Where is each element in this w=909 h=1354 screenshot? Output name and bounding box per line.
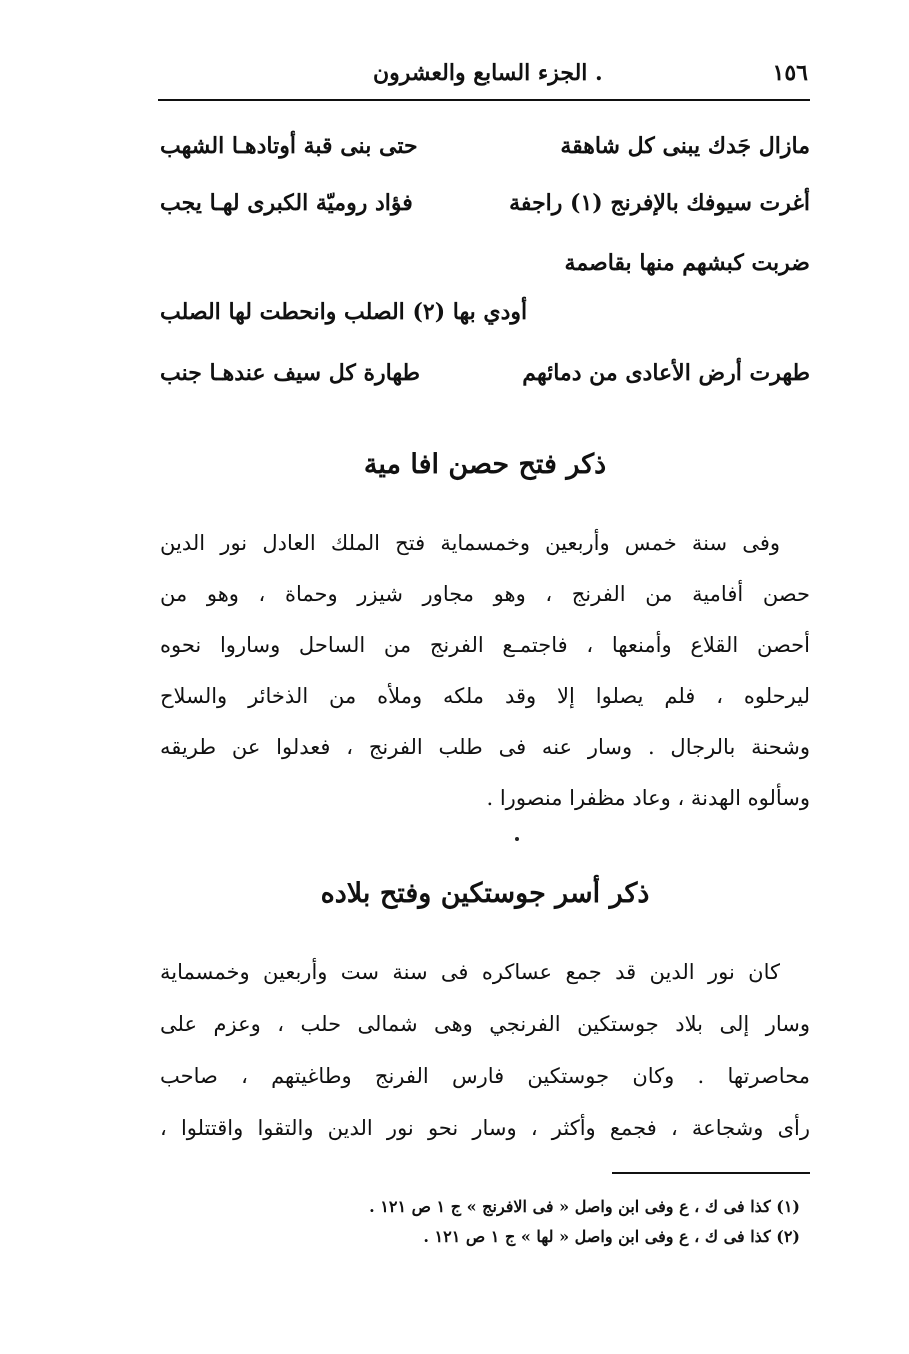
- poem-verse: [160, 360, 810, 400]
- poem-verse: [160, 250, 810, 290]
- poem-verse: [160, 133, 810, 173]
- text-line: حصن أفامية من الفرنج ، وهو مجاور شيزر وحماة ، وهو من: [160, 582, 810, 606]
- footnote-rule: [612, 1172, 810, 1174]
- section-paragraph: [160, 946, 810, 1154]
- verse-first-hemistich: ضربت كبشهم منها بقاصمة: [564, 250, 810, 276]
- section-paragraph: [160, 518, 810, 824]
- verse-second-hemistich: فؤاد روميّة الكبرى لهـا يجب: [160, 190, 413, 216]
- print-dot: [515, 837, 519, 841]
- text-line: أحصن القلاع وأمنعها ، فاجتمـع الفرنج من الساحل وساروا نحوه: [160, 633, 810, 657]
- verse-first-hemistich: أغرت سيوفك بالإفرنج (١) راجفة: [509, 190, 810, 216]
- running-title: . الجزء السابع والعشرون: [373, 60, 603, 86]
- verse-second-hemistich: حتى بنى قبة أوتادهـا الشهب: [160, 133, 418, 159]
- text-line: وسار إلى بلاد جوستكين الفرنجي وهى شمالى حلب ، وعزم على: [160, 1012, 810, 1036]
- poem-verse: [160, 190, 810, 230]
- text-line: محاصرتها . وكان جوستكين فارس الفرنج وطاغيتهم ، صاحب: [160, 1064, 810, 1088]
- text-line: وشحنة بالرجال . وسار عنه فى طلب الفرنج ، فعدلوا عن طريقه: [160, 735, 810, 759]
- footnote: (٢) كذا فى ك ، ع وفى ابن واصل « لها » ج ١ ص ١٢١ .: [423, 1227, 800, 1246]
- footnote: (١) كذا فى ك ، ع وفى ابن واصل « فى الافرنج » ج ١ ص ١٢١ .: [369, 1197, 800, 1216]
- text-line: رأى وشجاعة ، فجمع وأكثر ، وسار نحو نور الدين والتقوا واقتتلوا ،: [160, 1116, 810, 1140]
- section-heading: ذكر أسر جوستكين وفتح بلاده: [320, 878, 650, 909]
- section-heading: ذكر فتح حصن افا مية: [363, 449, 607, 480]
- text-line: كان نور الدين قد جمع عساكره فى سنة ست وأربعين وخمسماية: [160, 960, 780, 984]
- footnotes: [300, 1192, 800, 1252]
- text-line: وفى سنة خمس وأربعين وخمسماية فتح الملك العادل نور الدين: [160, 531, 780, 555]
- poem-verse: [160, 299, 810, 339]
- page-header: [158, 60, 810, 96]
- text-line: وسألوه الهدنة ، وعاد مظفرا منصورا .: [486, 786, 810, 810]
- text-line: ليرحلوه ، فلم يصلوا إلا وقد ملكه وملأه من الذخائر والسلاح: [160, 684, 810, 708]
- page-number: ١٥٦: [772, 60, 808, 86]
- verse-second-hemistich: أودي بها (٢) الصلب وانحطت لها الصلب: [160, 299, 528, 325]
- verse-second-hemistich: طهارة كل سيف عندهـا جنب: [160, 360, 421, 386]
- verse-first-hemistich: طهرت أرض الأعادى من دمائهم: [522, 360, 810, 386]
- header-rule: [158, 99, 810, 101]
- verse-first-hemistich: مازال جَدك يبنى كل شاهقة: [560, 133, 810, 159]
